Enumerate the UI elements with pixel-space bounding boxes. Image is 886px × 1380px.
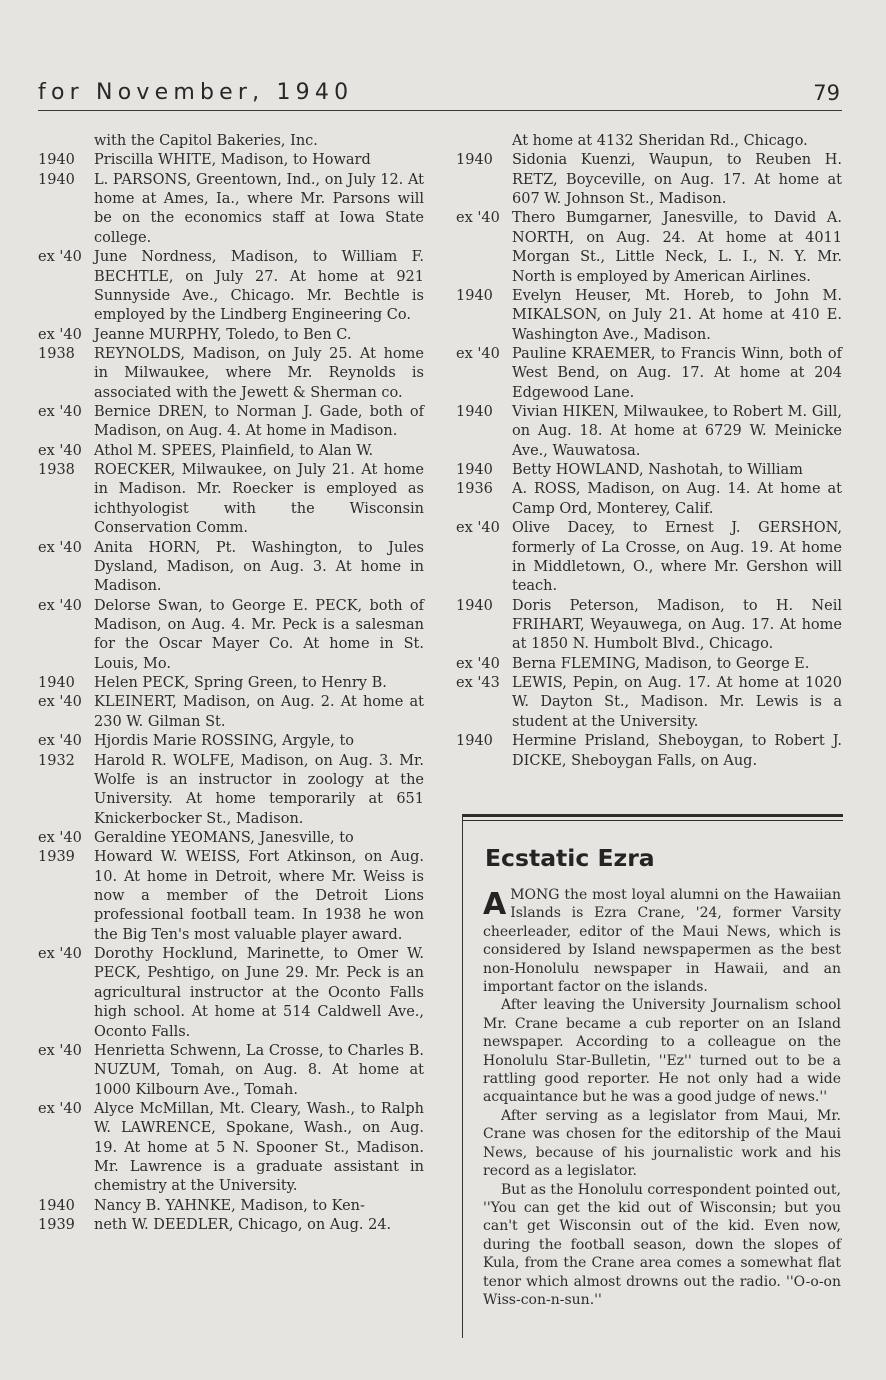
- entry-text: REYNOLDS, Madison, on July 25. At home in Milwaukee, where Mr. Reynolds is associated with the Jewett & Sherman co.: [94, 345, 424, 401]
- entry-text: Alyce McMillan, Mt. Cleary, Wash., to Ralph W. LAWRENCE, Spokane, Wash., on Aug. 19. At home at 5 N. Spooner St., Madison. Mr. Lawrence is a graduate assistant in chemistry at the University.: [94, 1100, 424, 1195]
- entry-text: A. ROSS, Madison, on Aug. 14. At home at Camp Ord, Monterey, Calif.: [512, 481, 842, 517]
- article-box: [462, 814, 843, 1338]
- marriage-entry: [456, 655, 842, 674]
- class-year: 1940: [456, 733, 493, 750]
- marriage-entry: [456, 151, 842, 209]
- marriage-entry: [38, 829, 424, 848]
- page-header-title: for November, 1940: [38, 80, 354, 105]
- class-year: 1940: [456, 462, 493, 479]
- class-year: ex '40: [38, 539, 82, 556]
- entry-text: Anita HORN, Pt. Washington, to Jules Dysland, Madison, on Aug. 3. At home in Madison.: [94, 539, 424, 595]
- entry-text: Harold R. WOLFE, Madison, on Aug. 3. Mr. Wolfe is an instructor in zoology at the University. At home temporarily at 651 Knickerbocker St., Madison.: [94, 752, 424, 827]
- box-top-thin-rule: [463, 820, 843, 821]
- right-column-marriages: [456, 132, 842, 771]
- marriage-entry: [456, 519, 842, 596]
- class-year: 1936: [456, 481, 493, 498]
- marriage-entry: [38, 326, 424, 345]
- marriage-entry: [456, 480, 842, 519]
- marriage-entry: [38, 1042, 424, 1100]
- marriage-entry: [38, 752, 424, 829]
- entry-text: Pauline KRAEMER, to Francis Winn, both of West Bend, on Aug. 17. At home at 204 Edgewood Lane.: [512, 345, 842, 401]
- article-paragraph: After serving as a legislator from Maui, Mr. Crane was chosen for the editorship of the Maui News, because of his journalistic work and his record as a legislator.: [483, 1107, 841, 1180]
- entry-text: Helen PECK, Spring Green, to Henry B.: [94, 675, 387, 692]
- page-number: 79: [813, 81, 840, 105]
- class-year: ex '40: [38, 326, 82, 343]
- entry-text: Nancy B. YAHNKE, Madison, to Ken-: [94, 1197, 365, 1214]
- class-year: 1939: [38, 1217, 75, 1234]
- article-title: Ecstatic Ezra: [485, 844, 655, 872]
- entry-text: Thero Bumgarner, Janesville, to David A. NORTH, on Aug. 24. At home at 4011 Morgan St., Little Neck, L. I., N. Y. Mr. North is employed by American Airlines.: [512, 210, 842, 285]
- entry-text: Geraldine YEOMANS, Janesville, to: [94, 829, 354, 846]
- class-year: ex '40: [38, 249, 82, 266]
- marriage-entry: [38, 945, 424, 1042]
- marriage-entry: [38, 539, 424, 597]
- marriage-entry: [38, 848, 424, 945]
- class-year: ex '40: [38, 829, 82, 846]
- entry-text: Evelyn Heuser, Mt. Horeb, to John M. MIKALSON, on July 21. At home at 410 E. Washington Ave., Madison.: [512, 287, 842, 343]
- entry-text: Priscilla WHITE, Madison, to Howard: [94, 152, 371, 169]
- marriage-entry: [38, 345, 424, 403]
- article-paragraph: But as the Honolulu correspondent pointed out, ''You can get the kid out of Wisconsin; but you can't get Wisconsin out of the kid. Even now, during the football season, down the slopes of Kula, from the Crane area comes a somewhat flat tenor which almost drowns out the radio. ''O-o-on Wiss-con-n-sun.'': [483, 1181, 841, 1308]
- class-year: 1940: [38, 171, 75, 188]
- class-year: [456, 132, 512, 151]
- marriage-entry: [38, 1216, 424, 1235]
- entry-text: Vivian HIKEN, Milwaukee, to Robert M. Gill, on Aug. 18. At home at 6729 W. Meinicke Ave., Wauwatosa.: [512, 404, 842, 459]
- entry-text: Dorothy Hocklund, Marinette, to Omer W. PECK, Peshtigo, on June 29. Mr. Peck is an agricultural instructor at the Oconto Falls high school. At home at 514 Caldwell Ave., Oconto Falls.: [94, 946, 424, 1040]
- marriage-entry: [38, 461, 424, 538]
- marriage-entry: [38, 151, 424, 170]
- class-year: ex '40: [38, 733, 82, 750]
- class-year: ex '43: [456, 675, 500, 692]
- class-year: 1939: [38, 849, 75, 866]
- marriage-entry: [38, 171, 424, 248]
- class-year: ex '40: [38, 597, 82, 614]
- marriage-entry: [456, 597, 842, 655]
- class-year: ex '40: [456, 210, 500, 227]
- entry-text: with the Capitol Bakeries, Inc.: [94, 133, 318, 149]
- entry-text: neth W. DEEDLER, Chicago, on Aug. 24.: [94, 1217, 392, 1234]
- class-year: 1940: [456, 404, 493, 421]
- class-year: ex '40: [38, 1042, 82, 1059]
- class-year: ex '40: [456, 345, 500, 362]
- entry-text: Henrietta Schwenn, La Crosse, to Charles B. NUZUM, Tomah, on Aug. 8. At home at 1000 Kilbourn Ave., Tomah.: [94, 1042, 424, 1098]
- article-paragraph: After leaving the University Journalism school Mr. Crane became a cub reporter on an Island newspaper. According to a colleague on the Honolulu Star-Bulletin, ''Ez'' turned out to be a rattling good reporter. He not only had a wide acquaintance but he was a good judge of news.'': [483, 997, 841, 1106]
- class-year: [38, 132, 94, 151]
- marriage-entry: [456, 732, 842, 771]
- entry-text: Doris Peterson, Madison, to H. Neil FRIHART, Weyauwega, on Aug. 17. At home at 1850 N. Humbolt Blvd., Chicago.: [512, 597, 842, 653]
- entry-text: Bernice DREN, to Norman J. Gade, both of Madison, on Aug. 4. At home in Madison.: [94, 404, 424, 440]
- marriage-entry: [38, 1197, 424, 1216]
- class-year: 1932: [38, 752, 75, 769]
- entry-text: Berna FLEMING, Madison, to George E.: [512, 655, 810, 672]
- entry-text: Howard W. WEISS, Fort Atkinson, on Aug. 10. At home in Detroit, where Mr. Weiss is now a member of the Detroit Lions professional football team. In 1938 he won the Big Ten's most valuable player award.: [94, 849, 424, 943]
- marriage-entry: [456, 209, 842, 286]
- entry-text: Betty HOWLAND, Nashotah, to William: [512, 462, 803, 479]
- marriage-entry: [456, 287, 842, 345]
- marriage-entry: [456, 461, 842, 480]
- entry-text: Jeanne MURPHY, Toledo, to Ben C.: [94, 326, 352, 343]
- entry-text: KLEINERT, Madison, on Aug. 2. At home at 230 W. Gilman St.: [94, 694, 424, 730]
- entry-text: Hermine Prisland, Sheboygan, to Robert J. DICKE, Sheboygan Falls, on Aug.: [512, 733, 842, 769]
- marriage-entry: [38, 1100, 424, 1197]
- class-year: ex '40: [456, 520, 500, 537]
- drop-cap: A: [483, 887, 507, 922]
- entry-text: June Nordness, Madison, to William F. BECHTLE, on July 27. At home at 921 Sunnyside Ave., Chicago. Mr. Bechtle is employed by the Lindberg Engineering Co.: [94, 249, 424, 324]
- marriage-entry: [456, 345, 842, 403]
- class-year: 1940: [38, 1197, 75, 1214]
- marriage-entry: [38, 442, 424, 461]
- marriage-entry: [456, 674, 842, 732]
- entry-text: Delorse Swan, to George E. PECK, both of Madison, on Aug. 4. Mr. Peck is a salesman for the Oscar Mayer Co. At home in St. Louis, Mo.: [94, 597, 424, 672]
- entry-text: Sidonia Kuenzi, Waupun, to Reuben H. RETZ, Boyceville, on Aug. 17. At home at 607 W. Johnson St., Madison.: [512, 152, 842, 208]
- marriage-entry: [38, 248, 424, 325]
- marriage-entry: [38, 693, 424, 732]
- class-year: 1940: [456, 152, 493, 169]
- left-column-marriages: [38, 132, 424, 1235]
- class-year: 1938: [38, 345, 75, 362]
- entry-text: Hjordis Marie ROSSING, Argyle, to: [94, 733, 355, 750]
- article-first-paragraph-text: MONG the most loyal alumni on the Hawaiian Islands is Ezra Crane, '24, former Varsity cheerleader, editor of the Maui News, which is considered by Island newspapermen as the best non-Honolulu newspaper in Hawaii, and an important factor on the islands.: [483, 887, 841, 996]
- article-body: [483, 886, 841, 1309]
- marriage-entry: [456, 132, 842, 151]
- marriage-entry: [38, 674, 424, 693]
- entry-text: ROECKER, Milwaukee, on July 21. At home in Madison. Mr. Roecker is employed as ichthyologist with the Wisconsin Conservation Comm.: [94, 462, 424, 537]
- entry-text: Olive Dacey, to Ernest J. GERSHON, formerly of La Crosse, on Aug. 19. At home in Middletown, O., where Mr. Gershon will teach.: [512, 520, 842, 595]
- class-year: ex '40: [38, 404, 82, 421]
- class-year: 1940: [456, 597, 493, 614]
- class-year: ex '40: [456, 655, 500, 672]
- marriage-entry: [38, 732, 424, 751]
- class-year: ex '40: [38, 946, 82, 963]
- entry-text: At home at 4132 Sheridan Rd., Chicago.: [512, 133, 808, 149]
- box-top-rule: [463, 814, 843, 817]
- entry-text: L. PARSONS, Greentown, Ind., on July 12. At home at Ames, Ia., where Mr. Parsons will be on the economics staff at Iowa State college.: [94, 171, 424, 246]
- class-year: 1940: [456, 287, 493, 304]
- class-year: 1940: [38, 675, 75, 692]
- entry-text: LEWIS, Pepin, on Aug. 17. At home at 1020 W. Dayton St., Madison. Mr. Lewis is a student at the University.: [512, 675, 842, 730]
- class-year: ex '40: [38, 442, 82, 459]
- marriage-entry: [38, 597, 424, 674]
- entry-text: Athol M. SPEES, Plainfield, to Alan W.: [94, 442, 374, 459]
- page-header: [38, 80, 842, 111]
- class-year: ex '40: [38, 1100, 82, 1117]
- class-year: 1938: [38, 462, 75, 479]
- marriage-entry: [456, 403, 842, 461]
- article-paragraph: [483, 886, 841, 996]
- class-year: 1940: [38, 152, 75, 169]
- marriage-entry: [38, 132, 424, 151]
- class-year: ex '40: [38, 694, 82, 711]
- marriage-entry: [38, 403, 424, 442]
